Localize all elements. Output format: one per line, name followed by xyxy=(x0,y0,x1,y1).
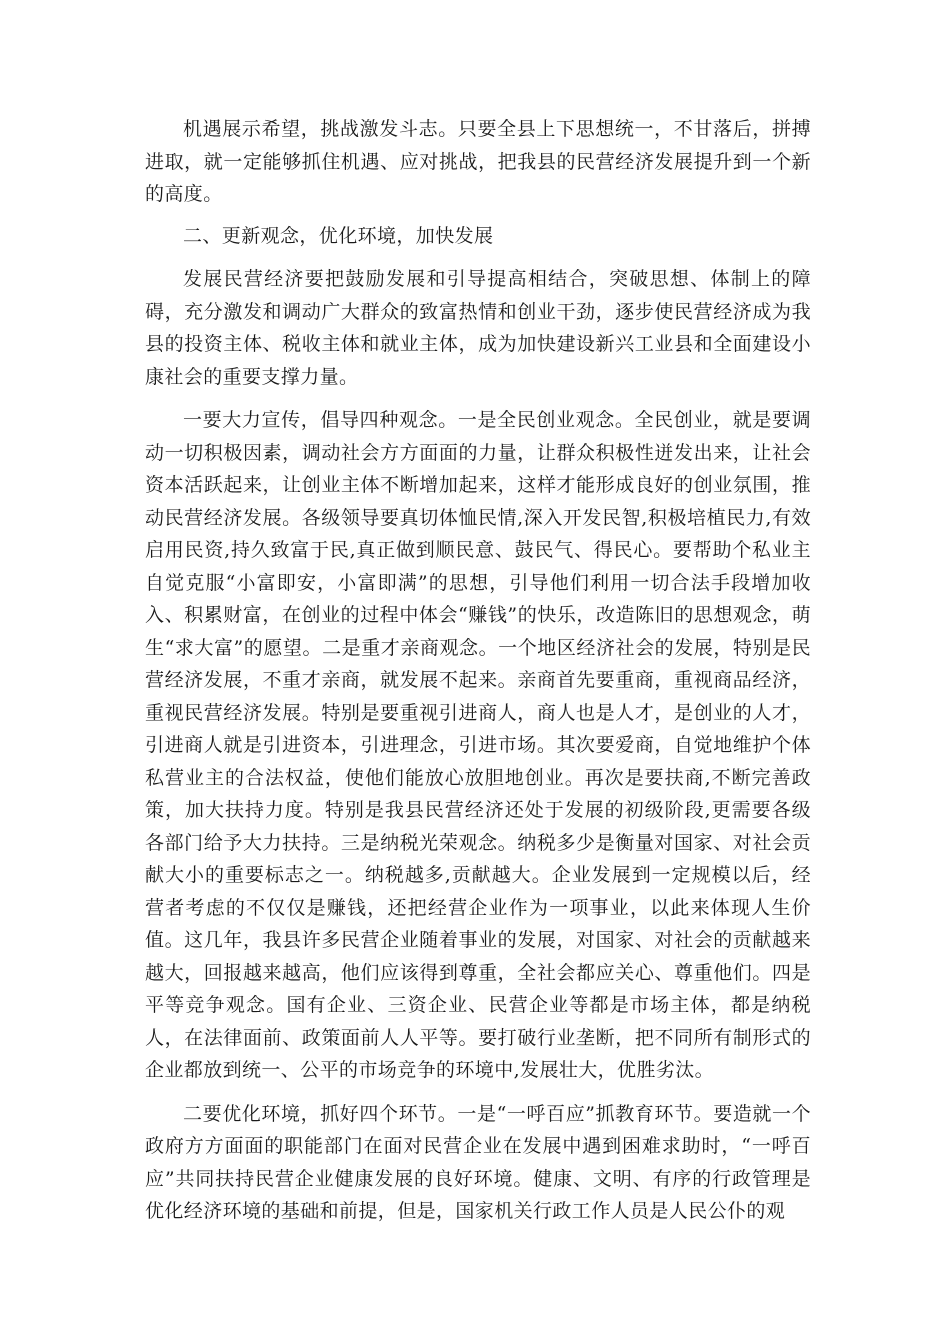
paragraph-four-concepts: 一要大力宣传，倡导四种观念。一是全民创业观念。全民创业，就是要调动一切积极因素，调动社会方方面面的力量，让群众积极性迸发出来，让社会资本活跃起来，让创业主体不断增加起来，这样才能形成良好的创业氛围，推动民营经济发展。各级领导要真切体恤民情,深入开发民智,积极培植民力,有效启用民资,持久致富于民,真正做到顺民意、鼓民气、得民心。要帮助个私业主自觉克服“小富即安，小富即满”的思想，引导他们利用一切合法手段增加收入、积累财富，在创业的过程中体会“赚钱”的快乐，改造陈旧的思想观念，萌生“求大富”的愿望。二是重才亲商观念。一个地区经济社会的发展，特别是民营经济发展，不重才亲商，就发展不起来。亲商首先要重商，重视商品经济，重视民营经济发展。特别是要重视引进商人，商人也是人才，是创业的人才，引进商人就是引进资本，引进理念，引进市场。其次要爱商，自觉地维护个体私营业主的合法权益，使他们能放心放胆地创业。再次是要扶商,不断完善政策，加大扶持力度。特别是我县民营经济还处于发展的初级阶段,更需要各级各部门给予大力扶持。三是纳税光荣观念。纳税多少是衡量对国家、对社会贡献大小的重要标志之一。纳税越多,贡献越大。企业发展到一定规模以后，经营者考虑的不仅仅是赚钱，还把经营企业作为一项事业，以此来体现人生价值。这几年，我县许多民营企业随着事业的发展，对国家、对社会的贡献越来越大，回报越来越高，他们应该得到尊重，全社会都应关心、尊重他们。四是平等竞争观念。国有企业、三资企业、民营企业等都是市场主体，都是纳税人，在法律面前、政策面前人人平等。要打破行业垄断，把不同所有制形式的企业都放到统一、公平的市场竞争的环境中,发展壮大，优胜劣汰。 xyxy=(145,409,811,1081)
paragraph-optimize-environment: 二要优化环境，抓好四个环节。一是“一呼百应”抓教育环节。要造就一个政府方方面面的职能部门在面对民营企业在发展中遇到困难求助时，“一呼百应”共同扶持民营企业健康发展的良好环境。健康、文明、有序的行政管理是优化经济环境的基础和前提，但是，国家机关行政工作人员是人民公仆的观 xyxy=(145,1102,811,1222)
paragraph-opportunity: 机遇展示希望，挑战激发斗志。只要全县上下思想统一，不甘落后，拼搏进取，就一定能够抓住机遇、应对挑战，把我县的民营经济发展提升到一个新的高度。 xyxy=(145,118,811,205)
document-body xyxy=(145,113,811,1239)
paragraph-develop-private-economy: 发展民营经济要把鼓励发展和引导提高相结合，突破思想、体制上的障碍，充分激发和调动广大群众的致富热情和创业干劲，逐步使民营经济成为我县的投资主体、税收主体和就业主体，成为加快建设新兴工业县和全面建设小康社会的重要支撑力量。 xyxy=(145,268,811,388)
section-heading: 二、更新观念，优化环境，加快发展 xyxy=(183,224,494,247)
